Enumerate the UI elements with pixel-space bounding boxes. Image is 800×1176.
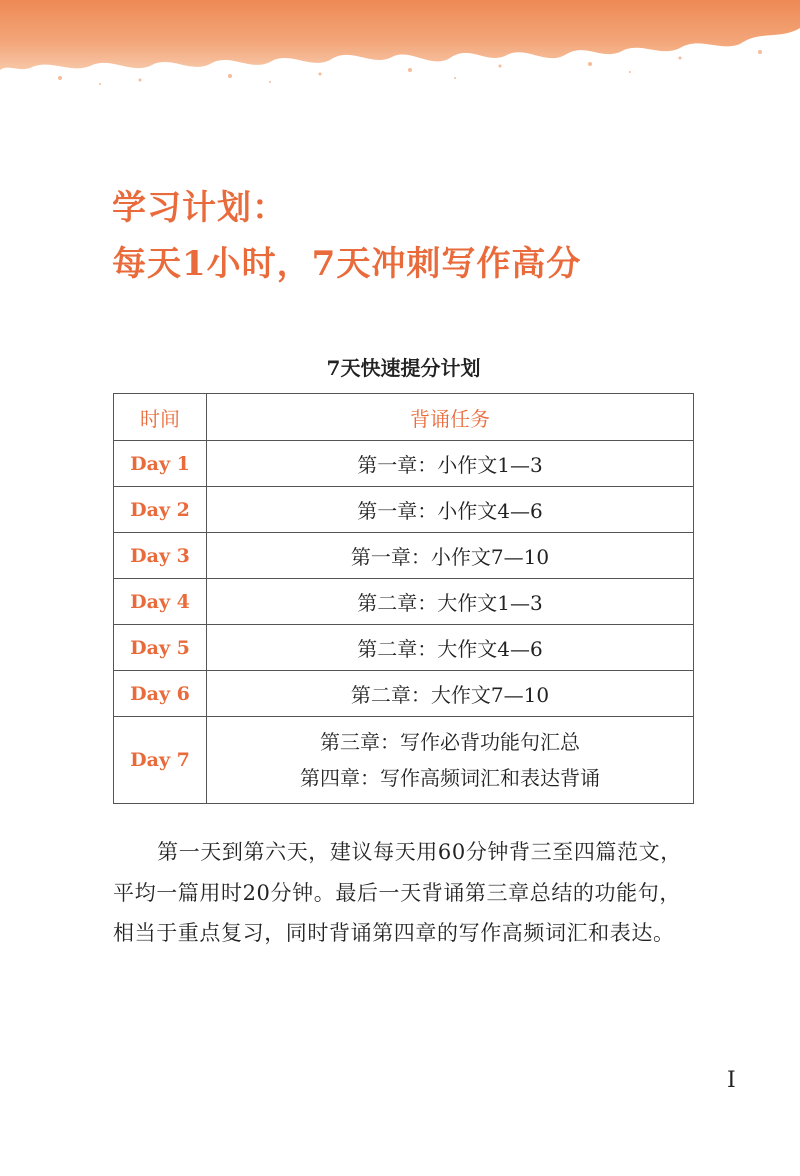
task-cell: 第二章：大作文7—10 xyxy=(207,671,694,717)
table-row xyxy=(114,625,694,671)
table-caption: 7天快速提分计划 xyxy=(326,356,481,380)
study-plan-table xyxy=(113,393,694,804)
header-task: 背诵任务 xyxy=(207,394,694,441)
task-cell: 第一章：小作文1—3 xyxy=(207,441,694,487)
table-row xyxy=(114,533,694,579)
title-line-2: 每天1小时，7天冲刺写作高分 xyxy=(112,244,582,284)
table-row xyxy=(114,717,694,804)
page-number: I xyxy=(727,1068,736,1093)
page-title xyxy=(112,180,581,292)
task-line: 第四章：写作高频词汇和表达背诵 xyxy=(300,766,600,790)
task-cell: 第一章：小作文7—10 xyxy=(207,533,694,579)
body-paragraph: 第一天到第六天，建议每天用60分钟背三至四篇范文，平均一篇用时20分钟。最后一天背诵第三章总结的功能句，相当于重点复习，同时背诵第四章的写作高频词汇和表达。 xyxy=(113,840,682,945)
day-cell: Day 7 xyxy=(114,717,207,804)
table-row xyxy=(114,487,694,533)
task-cell xyxy=(207,717,694,804)
day-cell: Day 5 xyxy=(114,625,207,671)
task-cell: 第二章：大作文4—6 xyxy=(207,625,694,671)
day-cell: Day 1 xyxy=(114,441,207,487)
day-cell: Day 2 xyxy=(114,487,207,533)
task-line: 第三章：写作必背功能句汇总 xyxy=(320,730,580,754)
table-row xyxy=(114,579,694,625)
table-row xyxy=(114,441,694,487)
task-cell: 第一章：小作文4—6 xyxy=(207,487,694,533)
table-header-row xyxy=(114,394,694,441)
day-cell: Day 4 xyxy=(114,579,207,625)
table-row xyxy=(114,671,694,717)
title-line-1: 学习计划： xyxy=(112,188,287,228)
day-cell: Day 6 xyxy=(114,671,207,717)
header-time: 时间 xyxy=(114,394,207,441)
task-cell: 第二章：大作文1—3 xyxy=(207,579,694,625)
header-brush-decoration xyxy=(0,0,800,90)
day-cell: Day 3 xyxy=(114,533,207,579)
